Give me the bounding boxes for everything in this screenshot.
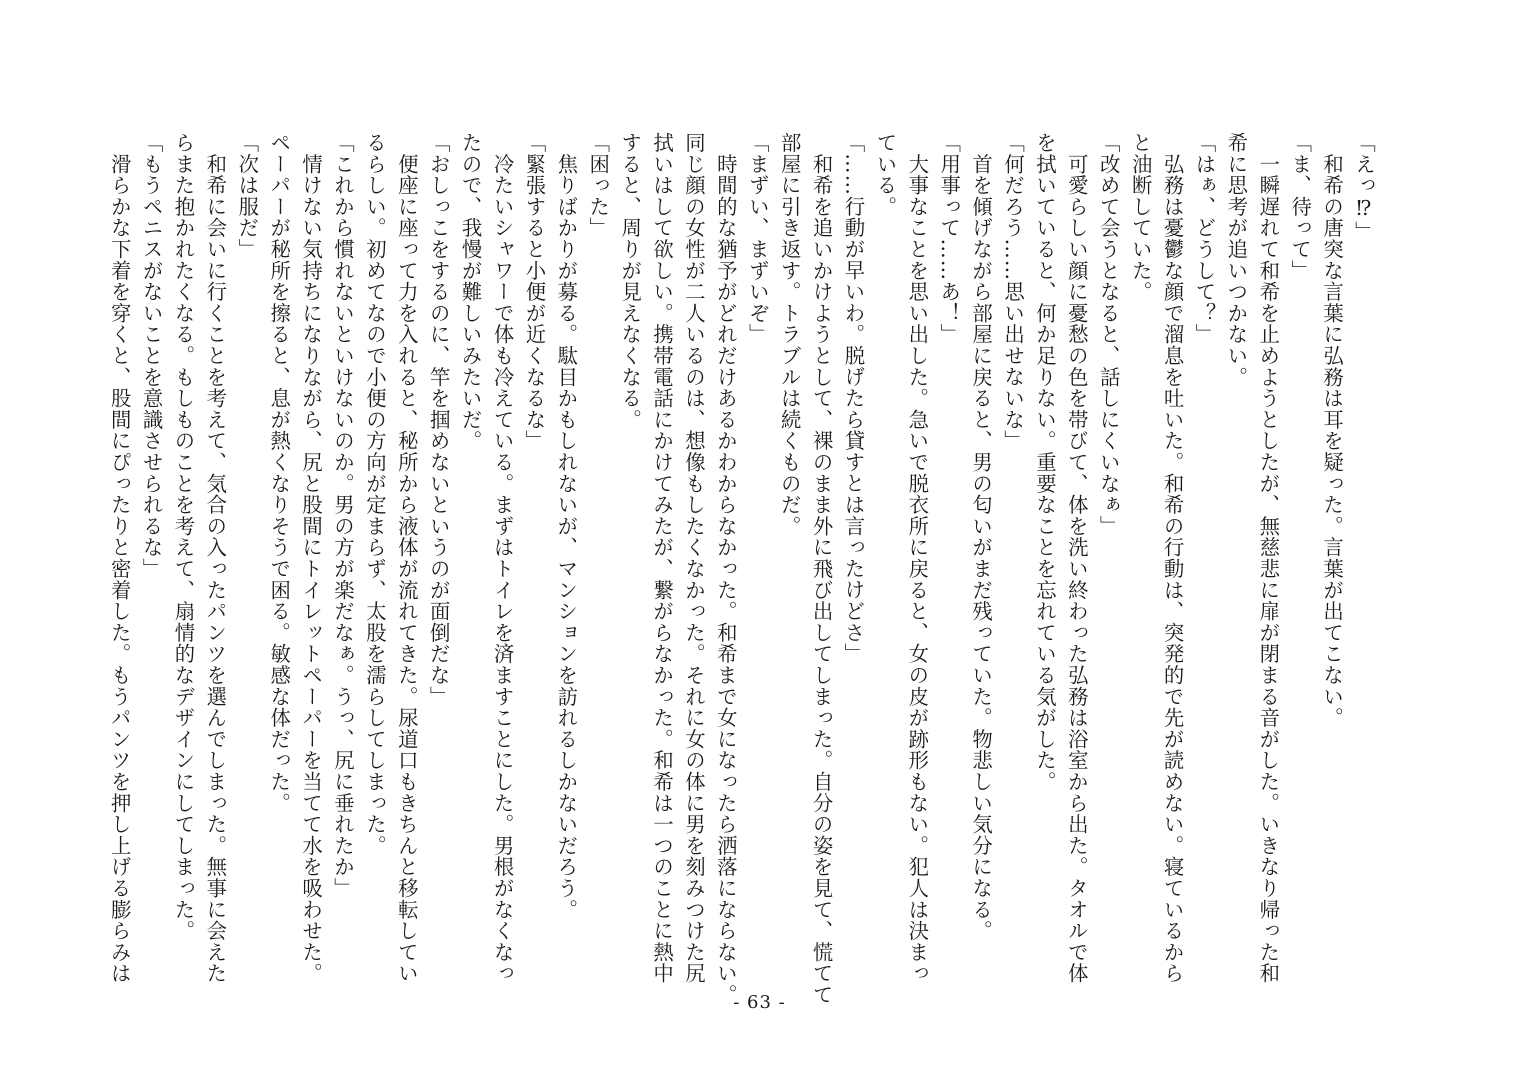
text-line: 拭いはして欲しい。携帯電話にかけてみたが、繋がらなかった。和希は一つのことに熱中 bbox=[650, 132, 675, 984]
text-line: 冷たいシャワーで体も冷えている。まずはトイレを済ますことにした。男根がなくなっ bbox=[490, 132, 515, 984]
text-line: 「これから慣れないといけないのか。男の方が楽だなぁ。うっ、尻に垂れたか」 bbox=[331, 132, 355, 899]
text-line: 「はぁ、どうして？」 bbox=[1192, 132, 1217, 345]
text-line: 一瞬遅れて和希を止めようとしたが、無慈悲に扉が閉まる音がした。いきなり帰った和 bbox=[1256, 132, 1281, 984]
text-line: たので、我慢が難しいみたいだ。 bbox=[458, 132, 483, 452]
text-line: 和希に会いに行くことを考えて、気合の入ったパンツを選んでしまった。無事に会えた bbox=[203, 132, 228, 984]
text-line: 同じ顔の女性が二人いるのは、想像もしたくなかった。それに女の体に男を刻みつけた尻 bbox=[681, 132, 706, 984]
text-line: 「改めて会うとなると、話しにくいなぁ」 bbox=[1096, 132, 1121, 537]
text-line: 時間的な猶予がどれだけあるかわからなかった。和希まで女になったら洒落にならない。 bbox=[713, 132, 738, 1006]
text-line: 「もうペニスがないことを意識させられるな」 bbox=[139, 132, 164, 580]
text-line: 焦りばかりが募る。駄目かもしれないが、マンションを訪れるしかないだろう。 bbox=[554, 132, 579, 921]
text-line: 「……行動が早いわ。脱げたら貸すとは言ったけどさ」 bbox=[841, 132, 866, 665]
text-line: 大事なことを思い出した。急いで脱衣所に戻ると、女の皮が跡形もない。犯人は決まっ bbox=[905, 132, 930, 984]
text-line: 「何だろう……思い出せないな」 bbox=[1001, 132, 1026, 452]
text-line: 希に思考が追いつかない。 bbox=[1224, 132, 1249, 388]
text-line: 「まずい、まずいぞ」 bbox=[745, 132, 770, 345]
text-line: ている。 bbox=[873, 132, 898, 218]
text-line: 可愛らしい顔に憂愁の色を帯びて、体を洗い終わった弘務は浴室から出た。タオルで体 bbox=[1064, 132, 1089, 984]
text-line: 「用事って……あ！」 bbox=[937, 132, 962, 345]
text-line: 和希を追いかけようとして、裸のまま外に飛び出してしまった。自分の姿を見て、慌てて bbox=[809, 132, 834, 1006]
text-line: らまた抱かれたくなる。もしものことを考えて、扇情的なデザインにしてしまった。 bbox=[171, 132, 196, 942]
text-line: 便座に座って力を入れると、秘所から液体が流れてきた。尿道口もきちんと移転してい bbox=[394, 132, 419, 984]
text-line: 滑らかな下着を穿くと、股間にぴったりと密着した。もうパンツを押し上げる膨らみは bbox=[107, 132, 132, 984]
text-line: 弘務は憂鬱な顔で溜息を吐いた。和希の行動は、突発的で先が読めない。寝ているから bbox=[1160, 132, 1185, 984]
page-number: - 63 - bbox=[733, 992, 786, 1013]
text-line: と油断していた。 bbox=[1128, 132, 1153, 303]
text-line: 「次は服だ」 bbox=[235, 132, 260, 260]
text-line: るらしい。初めてなので小便の方向が定まらず、太股を濡らしてしまった。 bbox=[362, 132, 387, 857]
text-line: を拭いていると、何か足りない。重要なことを忘れている気がした。 bbox=[1032, 132, 1057, 793]
text-line: 「えっ⁉」 bbox=[1352, 132, 1376, 243]
text-line: 首を傾げながら部屋に戻ると、男の匂いがまだ残っていた。物悲しい気分になる。 bbox=[969, 132, 994, 942]
text-line: 「困った」 bbox=[586, 132, 611, 239]
text-line: 「緊張すると小便が近くなるな」 bbox=[522, 132, 547, 452]
text-line: 情けない気持ちになりながら、尻と股間にトイレットペーパーを当てて水を吸わせた。 bbox=[299, 132, 324, 984]
text-line: ペーパーが秘所を擦ると、息が熱くなりそうで困る。敏感な体だった。 bbox=[267, 132, 292, 814]
text-line: 「ま、待って」 bbox=[1288, 132, 1313, 282]
text-line: 「おしっこをするのに、竿を掴めないというのが面倒だな」 bbox=[426, 132, 451, 708]
text-line: 和希の唐突な言葉に弘務は耳を疑った。言葉が出てこない。 bbox=[1320, 132, 1345, 729]
text-line: 部屋に引き返す。トラブルは続くものだ。 bbox=[777, 132, 802, 537]
text-line: すると、周りが見えなくなる。 bbox=[618, 132, 643, 431]
